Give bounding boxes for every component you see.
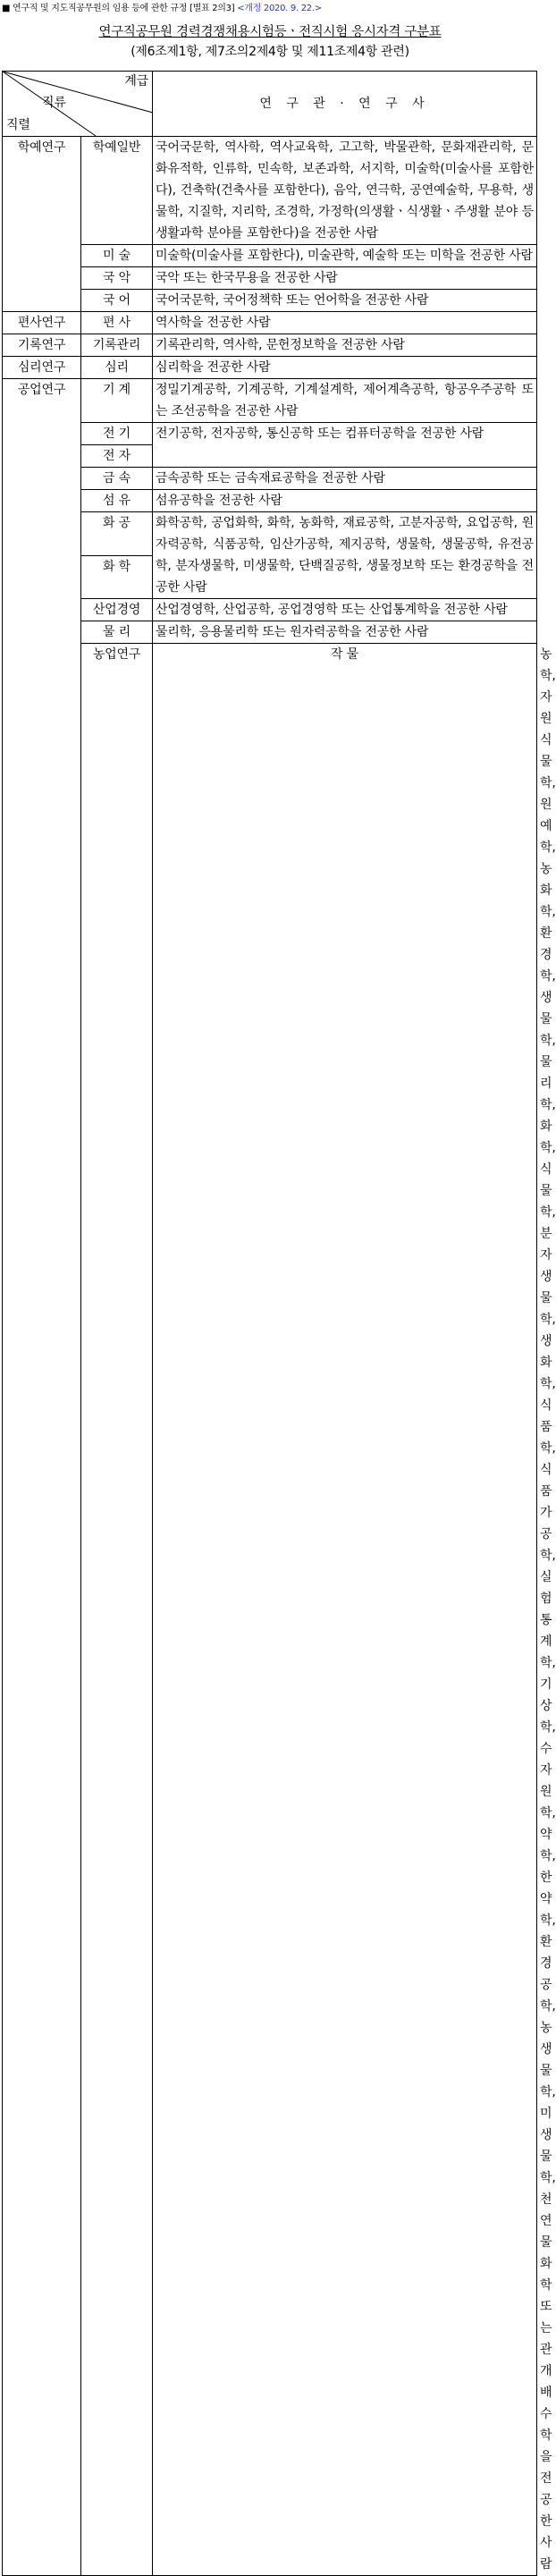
field-cell: 심리 (81, 357, 153, 379)
page-subtitle: (제6조제1항, 제7조의2제4항 및 제11조제4항 관련) (131, 45, 409, 59)
qualification-cell: 화학공학, 공업화학, 화학, 농화학, 재료공학, 고분자공학, 요업공학, 원자력공학, 식품공학, 임산가공학, 제지공학, 생물학, 생물공학, 유전공학, 분자생물학, 미생물학, 단백질공학, 생물정보학 또는 환경공학을 전공한 사람 (153, 512, 537, 599)
rule-text: ■ 연구직 및 지도직공무원의 임용 등에 관한 규정 [별표 2의3] (2, 4, 235, 13)
column-header: 연 구 관 · 연 구 사 (153, 72, 537, 137)
field-cell-split (81, 512, 153, 599)
field-cell: 화 학 (103, 560, 131, 574)
table-row (3, 490, 537, 512)
table-row (3, 267, 537, 290)
table-row (3, 621, 537, 644)
qualification-cell: 전기공학, 전자공학, 통신공학 또는 컴퓨터공학을 전공한 사람 (153, 423, 537, 468)
qualification-cell: 심리학을 전공한 사람 (153, 357, 537, 379)
field-cell: 국 어 (81, 290, 153, 312)
field-cell: 전 자 (103, 449, 131, 463)
table-row (3, 599, 537, 621)
qualification-cell: 역사학을 전공한 사람 (153, 312, 537, 334)
qualification-cell: 산업경영학, 산업공학, 공업경영학 또는 산업통계학을 전공한 사람 (153, 599, 537, 621)
table-row (3, 245, 537, 267)
table-row: 농업연구 작 물 농학, 자원식물학, 원예학, 농화학, 환경학, 생물학, 물리학, 화학, 식물학, 분자생물학, 생화학, 식품학, 식품가공학, 실험통계학, 기상학, 수자원학, 약학, 한약학, 환경공학, 농생물학, 미생물학, 천연물화학 또는 관개배수학을 전공한 사람 (3, 644, 537, 2576)
rule-reference (2, 0, 322, 13)
grade-label: 계급 (124, 74, 148, 89)
qualification-cell: 기록관리학, 역사학, 문헌정보학을 전공한 사람 (153, 334, 537, 357)
table-row (3, 423, 537, 468)
table-row (3, 334, 537, 357)
field-cell: 국 악 (81, 267, 153, 290)
field-cell: 기 계 (81, 379, 153, 423)
header-corner-cell (3, 72, 153, 137)
series-cell: 편사연구 (3, 312, 81, 334)
field-cell: 화 공 (81, 512, 152, 556)
field-cell: 섬 유 (81, 490, 153, 512)
table-header-row (3, 72, 537, 137)
table-row (3, 290, 537, 312)
field-cell: 편 사 (81, 312, 153, 334)
page-title: 연구직공무원 경력경쟁채용시험등ㆍ전직시험 응시자격 구분표 (98, 25, 442, 39)
qualification-table (2, 71, 556, 2576)
qualification-cell: 정밀기계공학, 기계공학, 기계설계학, 제어계측공학, 항공우주공학 또는 조선공학을 전공한 사람 (153, 379, 537, 423)
table-row (3, 468, 537, 490)
series-cell: 학예연구 (3, 137, 81, 312)
table-row (3, 379, 537, 423)
field-cell: 기록관리 (81, 334, 153, 357)
table-row (3, 357, 537, 379)
revision-note: <개정 2020. 9. 22.> (237, 4, 322, 13)
series-cell: 농업연구 (81, 644, 153, 2576)
qualification-cell: 물리학, 응용물리학 또는 원자력공학을 전공한 사람 (153, 621, 537, 644)
table-row (3, 137, 537, 245)
qualification-cell: 국악 또는 한국무용을 전공한 사람 (153, 267, 537, 290)
field-cell: 산업경영 (81, 599, 153, 621)
field-label: 직류 (42, 96, 66, 110)
field-cell: 금 속 (81, 468, 153, 490)
field-cell-split (81, 423, 153, 468)
qualification-cell: 국어국문학, 국어정책학 또는 언어학을 전공한 사람 (153, 290, 537, 312)
series-cell: 심리연구 (3, 357, 81, 379)
qualification-cell: 국어국문학, 역사학, 역사교육학, 고고학, 박물관학, 문화재관리학, 문화유적학, 인류학, 민속학, 보존과학, 서지학, 미술학(미술사를 포함한다), 건축학(건축사를 포함한다), 음악, 연극학, 공연예술학, 무용학, 생물학, 지질학, 지리학, 조경학, 가정학(의생활ㆍ식생활ㆍ주생활 분야 등 생활과학 분야를 포함한다)을 전공한 사람 (153, 137, 537, 245)
series-label: 직렬 (6, 118, 30, 132)
table-row (3, 312, 537, 334)
series-cell: 공업연구 (3, 379, 81, 2576)
qualification-cell: 금속공학 또는 금속재료공학을 전공한 사람 (153, 468, 537, 490)
field-cell: 전 기 (81, 423, 152, 445)
series-cell: 기록연구 (3, 334, 81, 357)
field-cell: 학예일반 (81, 137, 153, 245)
field-cell: 미 술 (81, 245, 153, 267)
table-row (3, 512, 537, 599)
qualification-cell: 미술학(미술사를 포함한다), 미술관학, 예술학 또는 미학을 전공한 사람 (153, 245, 537, 267)
field-cell: 물 리 (81, 621, 153, 644)
qualification-cell: 섬유공학을 전공한 사람 (153, 490, 537, 512)
field-cell: 작 물 (153, 644, 537, 2576)
